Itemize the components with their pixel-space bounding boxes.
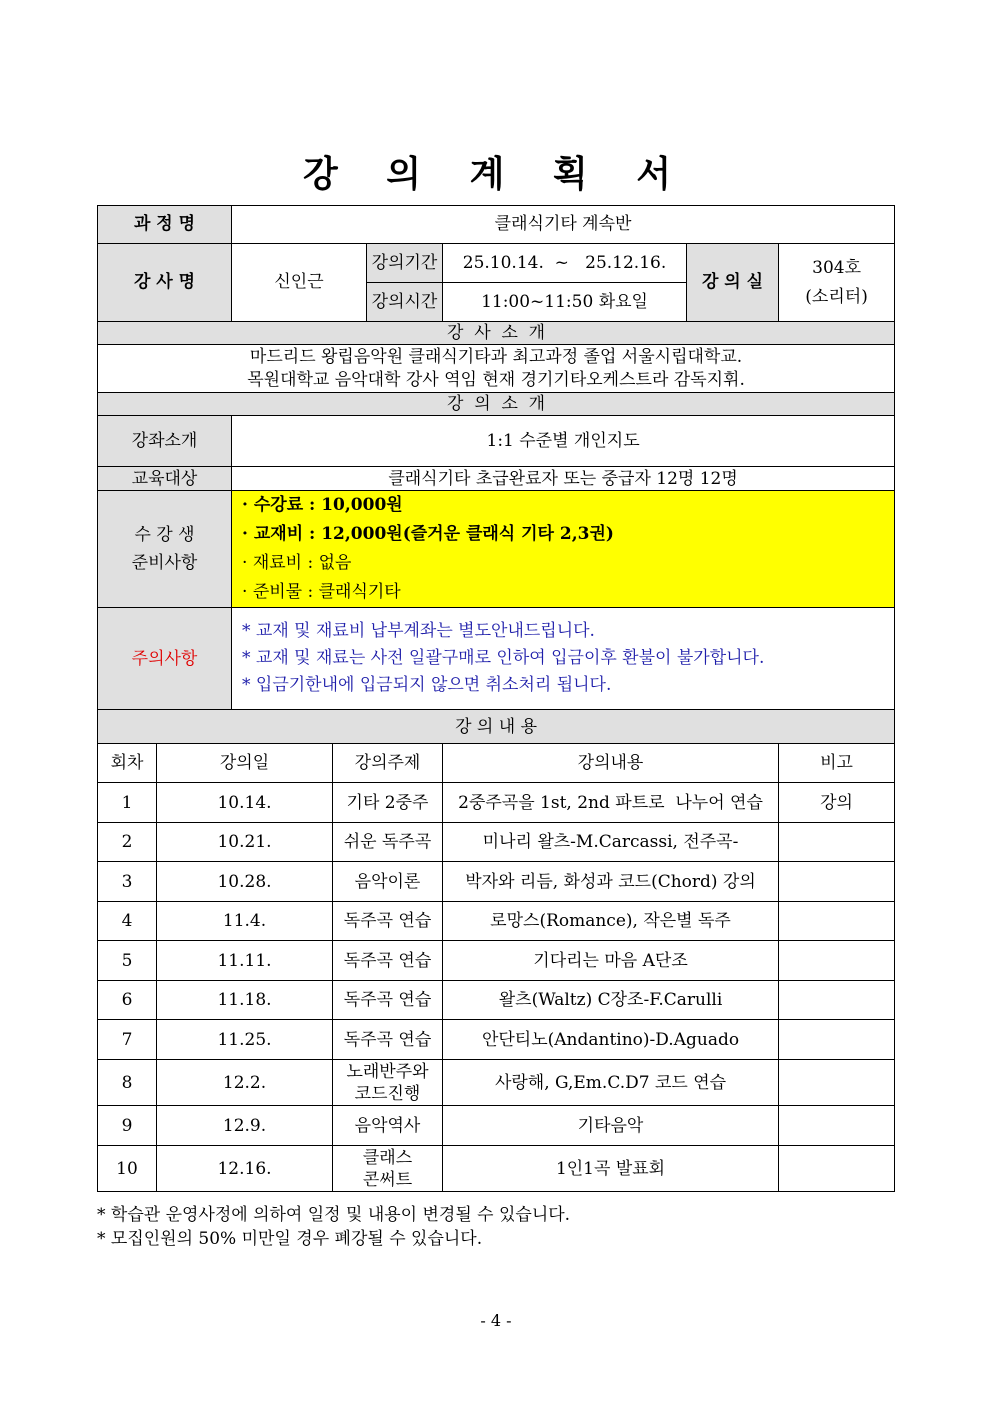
session-detail: 로망스(Romance), 작은별 독주 <box>443 902 779 941</box>
session-date: 12.2. <box>157 1060 333 1106</box>
session-date: 12.16. <box>157 1146 333 1192</box>
session-detail: 기타음악 <box>443 1106 779 1146</box>
session-date: 11.4. <box>157 902 333 941</box>
lecture-intro-header-row <box>98 393 895 416</box>
session-note <box>779 902 895 941</box>
table-row <box>98 981 895 1020</box>
room-value <box>779 244 895 322</box>
session-date: 11.25. <box>157 1020 333 1060</box>
session-no: 2 <box>98 823 157 862</box>
session-date: 11.11. <box>157 941 333 981</box>
instructor-intro-text <box>98 345 895 393</box>
session-date: 12.9. <box>157 1106 333 1146</box>
column-header-no: 회차 <box>98 744 157 783</box>
session-topic: 독주곡 연습 <box>333 1020 443 1060</box>
session-topic-line-2: 콘써트 <box>362 1169 413 1190</box>
table-row <box>98 941 895 981</box>
prep-label-line-1: 수 강 생 <box>134 525 195 546</box>
prep-item-textbook: · 교재비 : 12,000원(즐거운 클래식 기타 2,3권) <box>242 524 614 545</box>
room-label: 강 의 실 <box>687 244 779 322</box>
session-detail: 2중주곡을 1st, 2nd 파트로 나누어 연습 <box>443 783 779 823</box>
session-detail: 박자와 리듬, 화성과 코드(Chord) 강의 <box>443 862 779 902</box>
session-detail: 왈츠(Waltz) C장조-F.Carulli <box>443 981 779 1020</box>
target-value: 클래식기타 초급완료자 또는 중급자 12명 12명 <box>232 467 895 491</box>
session-no: 9 <box>98 1106 157 1146</box>
time-label: 강의시간 <box>367 283 443 322</box>
session-no: 8 <box>98 1060 157 1106</box>
course-value: 클래식기타 계속반 <box>232 206 895 244</box>
session-note <box>779 1146 895 1192</box>
session-note <box>779 981 895 1020</box>
prep-items <box>232 491 895 608</box>
session-note: 강의 <box>779 783 895 823</box>
instructor-intro-row <box>98 345 895 393</box>
instructor-value: 신인근 <box>232 244 367 322</box>
instructor-intro-header: 강 사 소 개 <box>98 322 895 345</box>
session-detail: 1인1곡 발표회 <box>443 1146 779 1192</box>
table-row <box>98 1020 895 1060</box>
session-date: 11.18. <box>157 981 333 1020</box>
session-note <box>779 823 895 862</box>
session-no: 3 <box>98 862 157 902</box>
session-no: 6 <box>98 981 157 1020</box>
session-note <box>779 1106 895 1146</box>
instructor-intro-header-row <box>98 322 895 345</box>
table-row <box>98 1060 895 1106</box>
table-row <box>98 902 895 941</box>
column-header-note: 비고 <box>779 744 895 783</box>
session-topic-line-1: 노래반주와 <box>346 1061 429 1082</box>
session-topic: 기타 2중주 <box>333 783 443 823</box>
table-row <box>98 1106 895 1146</box>
column-header-date: 강의일 <box>157 744 333 783</box>
table-row <box>98 862 895 902</box>
caution-item-2: * 교재 및 재료는 사전 일괄구매로 인하여 입금이후 환불이 불가합니다. <box>242 648 765 669</box>
prep-item-fee: · 수강료 : 10,000원 <box>242 495 403 516</box>
session-note <box>779 1060 895 1106</box>
session-note <box>779 862 895 902</box>
prep-label <box>98 491 232 608</box>
lecture-intro-header: 강 의 소 개 <box>98 393 895 416</box>
session-topic-line-1: 클래스 <box>362 1147 413 1168</box>
instructor-intro-line-2: 목원대학교 음악대학 강사 역임 현재 경기기타오케스트라 감독지휘. <box>247 369 745 390</box>
session-topic: 음악이론 <box>333 862 443 902</box>
column-header-topic: 강의주제 <box>333 744 443 783</box>
caution-item-3: * 입금기한내에 입금되지 않으면 취소처리 됩니다. <box>242 675 612 696</box>
session-topic: 독주곡 연습 <box>333 902 443 941</box>
table-row <box>98 783 895 823</box>
course-label: 과 정 명 <box>98 206 232 244</box>
course-row <box>98 206 895 244</box>
instructor-intro-line-1: 마드리드 왕립음악원 클래식기타과 최고과정 졸업 서울시립대학교. <box>249 346 743 367</box>
session-topic: 쉬운 독주곡 <box>333 823 443 862</box>
instructor-label: 강 사 명 <box>98 244 232 322</box>
session-detail: 사랑해, G,Em.C.D7 코드 연습 <box>443 1060 779 1106</box>
prep-item-equipment: · 준비물 : 클래식기타 <box>242 582 401 603</box>
target-label: 교육대상 <box>98 467 232 491</box>
instructor-row <box>98 244 895 283</box>
course-intro-label: 강좌소개 <box>98 416 232 467</box>
session-topic <box>333 1060 443 1106</box>
session-detail: 미나리 왈츠-M.Carcassi, 전주곡- <box>443 823 779 862</box>
session-topic-line-2: 코드진행 <box>354 1083 421 1104</box>
caution-item-1: * 교재 및 재료비 납부계좌는 별도안내드립니다. <box>242 621 595 642</box>
session-note <box>779 1020 895 1060</box>
session-date: 10.21. <box>157 823 333 862</box>
document-title: 강 의 계 획 서 <box>302 153 689 195</box>
session-topic: 독주곡 연습 <box>333 941 443 981</box>
session-no: 10 <box>98 1146 157 1192</box>
session-no: 1 <box>98 783 157 823</box>
time-value: 11:00~11:50 화요일 <box>443 283 687 322</box>
table-row <box>98 1146 895 1192</box>
schedule-column-headers <box>98 744 895 783</box>
caution-row <box>98 608 895 710</box>
session-detail: 기다리는 마음 A단조 <box>443 941 779 981</box>
session-topic: 음악역사 <box>333 1106 443 1146</box>
caution-label: 주의사항 <box>98 608 232 710</box>
period-label: 강의기간 <box>367 244 443 283</box>
prep-item-materials: · 재료비 : 없음 <box>242 553 352 574</box>
footnote-schedule-change: * 학습관 운영사정에 의하여 일정 및 내용이 변경될 수 있습니다. <box>97 1205 571 1225</box>
lecture-plan-table <box>97 205 895 1192</box>
footnotes <box>97 1203 570 1251</box>
prep-row <box>98 491 895 608</box>
column-header-detail: 강의내용 <box>443 744 779 783</box>
session-date: 10.28. <box>157 862 333 902</box>
room-name: (소리터) <box>805 286 868 307</box>
session-topic <box>333 1146 443 1192</box>
target-row <box>98 467 895 491</box>
session-no: 7 <box>98 1020 157 1060</box>
session-no: 4 <box>98 902 157 941</box>
session-topic: 독주곡 연습 <box>333 981 443 1020</box>
session-detail: 안단티노(Andantino)-D.Aguado <box>443 1020 779 1060</box>
session-note <box>779 941 895 981</box>
course-intro-value: 1:1 수준별 개인지도 <box>232 416 895 467</box>
caution-items <box>232 608 895 710</box>
session-no: 5 <box>98 941 157 981</box>
content-header: 강 의 내 용 <box>98 710 895 744</box>
prep-label-line-2: 준비사항 <box>131 553 198 574</box>
page-number: - 4 - <box>480 1311 512 1330</box>
table-row <box>98 823 895 862</box>
content-header-row <box>98 710 895 744</box>
room-number: 304호 <box>812 258 861 279</box>
course-intro-row <box>98 416 895 467</box>
period-value: 25.10.14. ~ 25.12.16. <box>443 244 687 283</box>
session-date: 10.14. <box>157 783 333 823</box>
footnote-cancellation: * 모집인원의 50% 미만일 경우 폐강될 수 있습니다. <box>97 1229 483 1249</box>
